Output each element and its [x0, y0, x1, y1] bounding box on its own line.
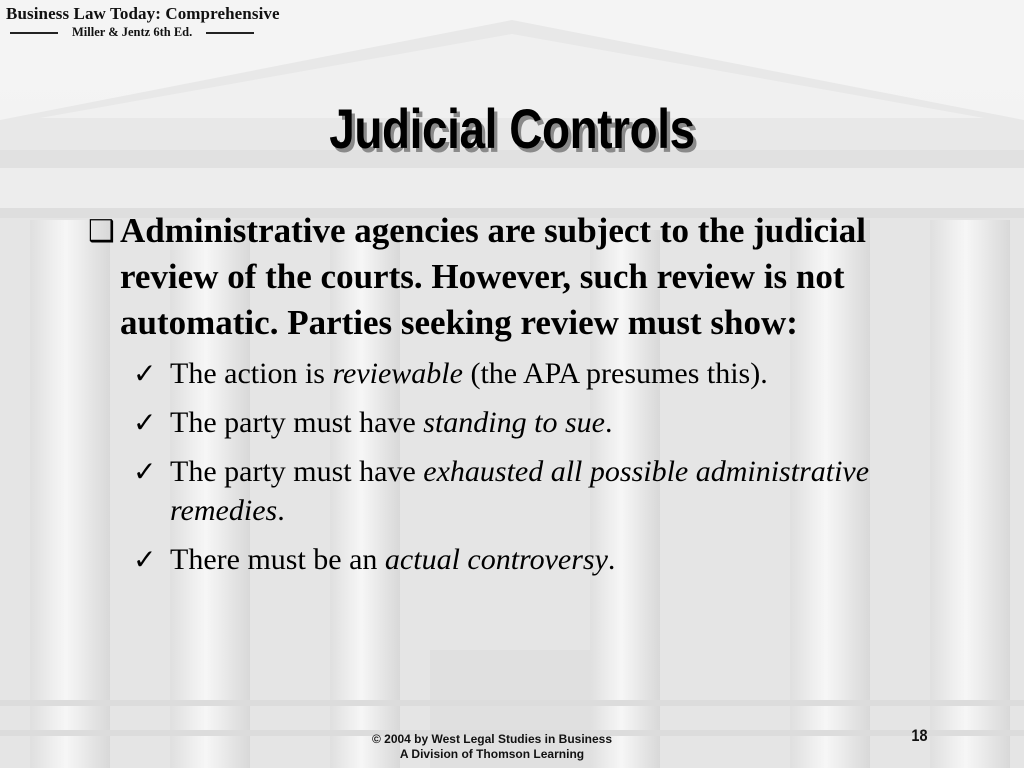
sub-bullet: [133, 354, 948, 393]
course-title: Business Law Today: Comprehensive: [6, 4, 280, 23]
slide-content: [88, 208, 948, 589]
sub-bullet-text: The party must have standing to sue.: [170, 406, 613, 439]
checkmark-icon: ✓: [133, 455, 157, 488]
slide-number: 18: [911, 726, 928, 745]
main-bullet-text: Administrative agencies are subject to the judicial review of the courts. However, such review is not automatic. Parties seeking review must show:: [120, 211, 866, 342]
main-bullet: [88, 208, 948, 346]
sub-bullet: [133, 403, 948, 442]
sub-bullet-list: [133, 354, 948, 579]
sub-bullet-text: The action is reviewable (the APA presumes this).: [170, 357, 768, 390]
slide-title: Judicial Controls: [329, 97, 695, 160]
header-rule-left: [10, 32, 58, 34]
checkmark-icon: ✓: [133, 357, 157, 390]
course-header: [6, 4, 280, 40]
square-outline-icon: ❑: [88, 215, 115, 248]
course-edition: Miller & Jentz 6th Ed.: [72, 25, 193, 39]
sub-bullet-text: The party must have exhausted all possible administrative remedies.: [170, 455, 870, 527]
sub-bullet: [133, 540, 948, 579]
course-edition-row: [10, 25, 280, 40]
sub-bullet-text: There must be an actual controversy.: [170, 543, 616, 576]
checkmark-icon: ✓: [133, 543, 157, 576]
header-rule-right: [206, 32, 254, 34]
publisher-line: A Division of Thomson Learning: [399, 747, 585, 761]
copyright-line: © 2004 by West Legal Studies in Business: [371, 732, 613, 746]
copyright-footer: [312, 732, 672, 762]
checkmark-icon: ✓: [133, 406, 157, 439]
sub-bullet: [133, 452, 948, 530]
